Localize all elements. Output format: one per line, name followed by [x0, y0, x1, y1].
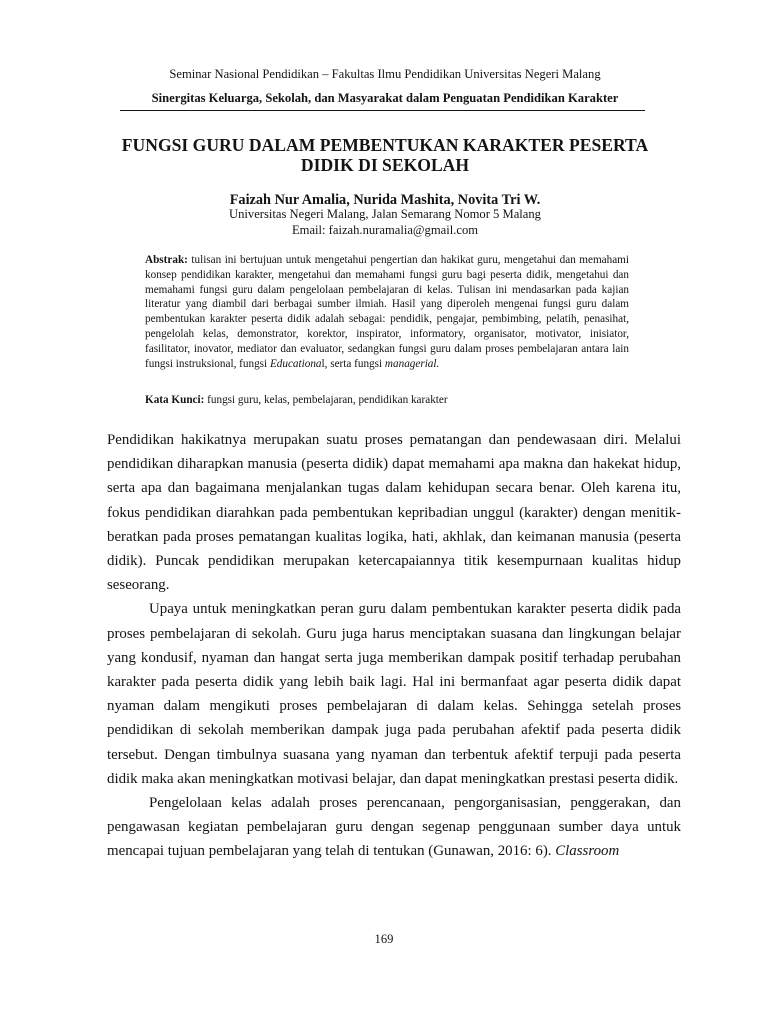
author-list: Faizah Nur Amalia, Nurida Mashita, Novita Tri W.	[229, 192, 541, 208]
header-divider	[120, 110, 645, 111]
body-paragraph-1: Pendidikan hakikatnya merupakan suatu proses pematangan dan pendewasaan diri. Melalui pendidikan diharapkan manusia (peserta didik) dapat memahami apa makna dan hakekat hidup, serta apa dan bagaimana menjalankan tugas dalam kehidupan secara benar. Oleh karena itu, fokus pendidikan diarahkan pada pembentukan kepribadian unggul (karakter) dengan menitik-beratkan pada proses pematangan kualitas logika, hati, akhlak, dan keimanan manusia (peserta didik). Puncak pendidikan merupakan ketercapaiannya titik kesempurnaan kualitas hidup seseorang.	[107, 432, 681, 594]
page-number: 169	[374, 932, 394, 946]
body-text	[107, 428, 681, 864]
author-email: Email: faizah.nuramalia@gmail.com	[291, 223, 479, 237]
abstract-label: Abstrak:	[145, 254, 188, 266]
running-header-theme: Sinergitas Keluarga, Sekolah, dan Masyarakat dalam Penguatan Pendidikan Karakter	[151, 91, 619, 105]
body-paragraph-3-text: Pengelolaan kelas adalah proses perencanaan, pengorganisasian, penggerakan, dan pengawasan kegiatan pembelajaran guru dengan segenap penggunaan sumber daya untuk mencapai tujuan pembelajaran yang telah di tentukan (Gunawan, 2016: 6).	[107, 795, 681, 860]
body-paragraph-3	[107, 791, 681, 864]
author-affiliation: Universitas Negeri Malang, Jalan Semarang Nomor 5 Malang	[229, 207, 541, 221]
paper-title-line2: DIDIK DI SEKOLAH	[300, 155, 470, 175]
running-header-seminar: Seminar Nasional Pendidikan – Fakultas Ilmu Pendidikan Universitas Negeri Malang	[169, 67, 601, 81]
keywords-label: Kata Kunci:	[145, 394, 205, 406]
abstract-text-mid: l, serta fungsi	[321, 357, 385, 370]
paper-title	[90, 135, 680, 175]
abstract-italic-term-2: managerial.	[384, 357, 440, 370]
body-paragraph-3-italic: Classroom	[555, 843, 620, 860]
abstract-text: tulisan ini bertujuan untuk mengetahui pengertian dan hakikat guru, mengetahui dan memahami konsep pendidikan karakter, mengetahui dan memahami fungsi guru bagi peserta didik, mengetahui dan memahami fungsi guru dalam pengelolaan pembelajaran di kelas. Tulisan ini mendasarkan pada kajian literatur yang diambil dari berbagai sumber ilmiah. Hasil yang diperoleh mengenai fungsi guru dalam pembentukan karakter peserta didik adalah sebagai: pendidik, pengajar, pembimbing, pelatih, penasihat, pengelolah kelas, demonstrator, korektor, inspirator, informatory, organisator, motivator, inisiator, fasilitator, inovator, mediator dan evaluator, sedangkan fungsi guru dalam proses pembelajaran antara lain fungsi instruksional, fungsi	[145, 254, 629, 370]
paper-title-line1: FUNGSI GURU DALAM PEMBENTUKAN KARAKTER PESERTA	[121, 135, 649, 155]
abstract	[145, 253, 629, 371]
abstract-italic-term-1: Educationa	[269, 357, 322, 370]
keywords-text: fungsi guru, kelas, pembelajaran, pendidikan karakter	[204, 394, 448, 406]
keywords	[145, 393, 629, 408]
body-paragraph-2: Upaya untuk meningkatkan peran guru dalam pembentukan karakter peserta didik pada proses pembelajaran di sekolah. Guru juga harus menciptakan suasana dan lingkungan belajar yang kondusif, nyaman dan hangat serta juga memberikan dampak positif terhadap perubahan karakter pada peserta didik yang lebih baik lagi. Hal ini bermanfaat agar peserta didik dapat nyaman dalam mengikuti proses pembelajaran di dalam kelas. Sehingga setelah proses pendidikan di sekolah memberikan dampak juga pada perubahan afektif pada peserta didik tersebut. Dengan timbulnya suasana yang nyaman dan terbentuk afektif terpuji pada peserta didik maka akan meningkatkan motivasi belajar, dan dapat meningkatkan prestasi peserta didik.	[107, 601, 681, 787]
